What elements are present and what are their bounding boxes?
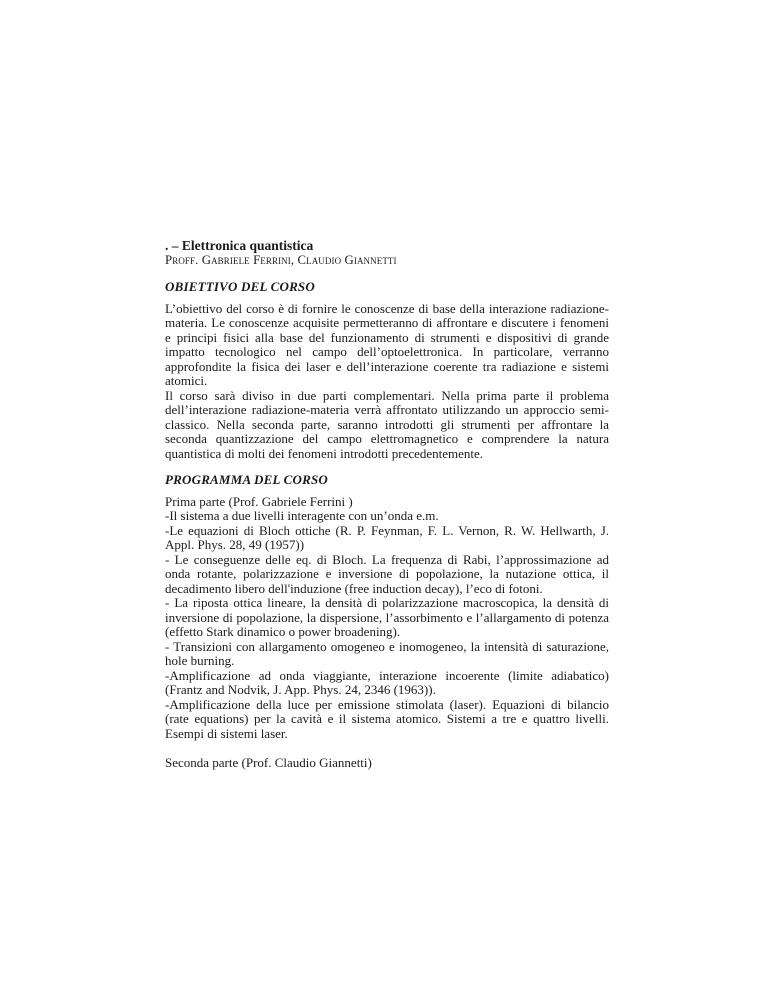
program-item-prima-parte: Prima parte (Prof. Gabriele Ferrini ) [165,493,353,509]
program-item-amplificazione-luce: -Amplificazione della luce per emissione stimolata (laser). Equazioni di bilancio (rate equations) per la cavità e il sistema atomico. Sistemi a tre e quattro livelli. Esempi di sistemi laser. [165,696,609,741]
program-item-sistema-due-livelli: -Il sistema a due livelli interagente con un’onda e.m. [165,508,439,523]
program-item-amplificazione-onda: -Amplificazione ad onda viaggiante, interazione incoerente (limite adiabatico) (Frantz and Nodvik, J. App. Phys. 24, 2346 (1963)). [165,667,609,697]
objective-heading: OBIETTIVO DEL CORSO [165,279,315,294]
document-content [165,238,609,770]
course-title: . – Elettronica quantistica [165,238,314,253]
program-item-risposta-ottica: - La riposta ottica lineare, la densità di polarizzazione macroscopica, la densità di inversione di popolazione, la dispersione, l’assorbimento e l’allargamento di potenza (effetto Stark dinamico o power broadening). [165,595,609,639]
professors-line: Proff. Gabriele Ferrini, Claudio Giannetti [165,253,397,267]
program-item-equazioni-bloch: -Le equazioni di Bloch ottiche (R. P. Feynman, F. L. Vernon, R. W. Hellwarth, J. Appl. Phys. 28, 49 (1957)) [165,522,609,552]
objective-paragraph-1: L’obiettivo del corso è di fornire le conoscenze di base della interazione radiazione-materia. Le conoscenze acquisite permetteranno di affrontare e discutere i fenomeni e principi fisici alla base del funzionamento di strumenti e dispositivi di grande impatto tecnologico nel campo dell’optoelettronica. In particolare, verranno approfondite la fisica dei laser e dell’interazione coerente tra radiazione e sistemi atomici. [165,300,609,388]
program-item-transizioni: - Transizioni con allargamento omogeneo e inomogeneo, la intensità di saturazione, hole burning. [165,638,609,668]
objective-paragraph-2: Il corso sarà diviso in due parti complementari. Nella prima parte il problema dell’interazione radiazione-materia verrà affrontato utilizzando un approccio semi-classico. Nella seconda parte, saranno introdotti gli strumenti per affrontare la seconda quantizzazione del campo elettromagnetico e comprendere la natura quantistica di molti dei fenomeni introdotti precedentemente. [165,387,609,461]
program-heading: PROGRAMMA DEL CORSO [165,472,328,487]
program-item-conseguenze-bloch: - Le conseguenze delle eq. di Bloch. La frequenza di Rabi, l’approssimazione ad onda rotante, polarizzazione e inversione di popolazione, la nutazione ottica, il decadimento libero dell'induzione (free induction decay), l’eco di fotoni. [165,551,609,596]
second-part-line: Seconda parte (Prof. Claudio Giannetti) [165,754,372,770]
